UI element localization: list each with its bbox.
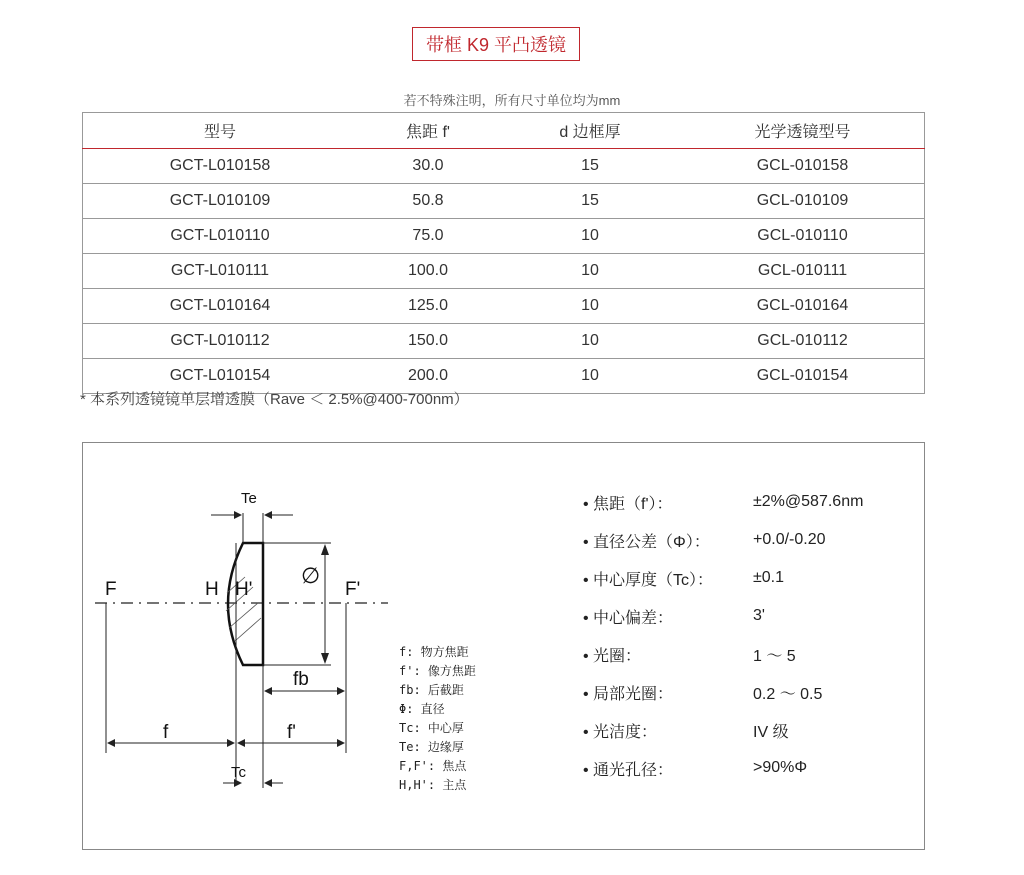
property-label: • 中心偏差： — [583, 609, 674, 627]
tc-label: Tc — [231, 764, 246, 781]
cell-frame-thickness: 10 — [499, 254, 681, 289]
property-value: 0.2 ～ 0.5 — [753, 685, 823, 703]
coating-footnote: * 本系列透镜镜单层增透膜（Rave ＜ 2.5%@400-700nm） — [80, 391, 469, 408]
property-label: • 光圈： — [583, 647, 642, 665]
cell-focal-length: 100.0 — [357, 254, 499, 289]
property-label: • 焦距（f'）： — [583, 495, 673, 513]
table-row — [83, 289, 925, 324]
legend-item: Te: 边缘厚 — [399, 740, 464, 754]
cell-model: GCT-L010154 — [83, 359, 358, 394]
table-row — [83, 254, 925, 289]
specs-table — [82, 112, 925, 394]
f-prime-dimension-label: f' — [287, 722, 296, 743]
lens-diagram — [83, 443, 563, 843]
cell-lens-model: GCL-010154 — [681, 359, 925, 394]
focus-f-prime-label: F' — [345, 579, 361, 600]
page-title-text: 带框 K9 平凸透镜 — [425, 35, 567, 55]
table-header-row — [83, 113, 925, 149]
cell-frame-thickness: 10 — [499, 324, 681, 359]
legend-item: H,H': 主点 — [399, 778, 467, 792]
table-row — [83, 184, 925, 219]
legend-item: f: 物方焦距 — [399, 645, 469, 659]
fb-label: fb — [293, 669, 309, 690]
cell-frame-thickness: 15 — [499, 184, 681, 219]
cell-frame-thickness: 10 — [499, 289, 681, 324]
lens-outline — [228, 543, 263, 665]
property-row — [583, 635, 863, 673]
property-value: 1 ～ 5 — [753, 647, 796, 665]
header-lens-model: 光学透镜型号 — [681, 113, 925, 149]
property-row — [583, 483, 863, 521]
cell-model: GCT-L010164 — [83, 289, 358, 324]
cell-focal-length: 125.0 — [357, 289, 499, 324]
legend-item: f': 像方焦距 — [399, 664, 476, 678]
property-label: • 直径公差（Φ）： — [583, 533, 710, 551]
cell-model: GCT-L010111 — [83, 254, 358, 289]
cell-model: GCT-L010109 — [83, 184, 358, 219]
property-row — [583, 521, 863, 559]
legend-item: Tc: 中心厚 — [399, 721, 464, 735]
header-model: 型号 — [83, 113, 358, 149]
property-row — [583, 749, 863, 787]
cell-lens-model: GCL-010109 — [681, 184, 925, 219]
header-frame-thickness: d 边框厚 — [499, 113, 681, 149]
cell-lens-model: GCL-010111 — [681, 254, 925, 289]
property-row — [583, 597, 863, 635]
f-dimension-label: f — [163, 722, 169, 743]
cell-frame-thickness: 15 — [499, 149, 681, 184]
principal-h-label: H — [205, 579, 219, 600]
te-label: Te — [241, 490, 257, 507]
cell-model: GCT-L010110 — [83, 219, 358, 254]
properties-list — [583, 483, 863, 787]
legend-item: Φ: 直径 — [399, 702, 445, 716]
table-row — [83, 149, 925, 184]
cell-focal-length: 200.0 — [357, 359, 499, 394]
property-row — [583, 673, 863, 711]
property-value: >90%Φ — [753, 759, 808, 776]
lens-diagram-panel — [82, 442, 925, 850]
property-value: 3' — [753, 607, 765, 624]
cell-model: GCT-L010158 — [83, 149, 358, 184]
property-label: • 中心厚度（Tc）： — [583, 571, 714, 589]
cell-focal-length: 150.0 — [357, 324, 499, 359]
property-label: • 通光孔径： — [583, 761, 674, 779]
table-row — [83, 324, 925, 359]
table-row — [83, 219, 925, 254]
symbol-legend — [399, 643, 476, 795]
header-focal-length: 焦距 f' — [357, 113, 499, 149]
property-value: ±2%@587.6nm — [753, 493, 864, 510]
cell-lens-model: GCL-010112 — [681, 324, 925, 359]
cell-lens-model: GCL-010158 — [681, 149, 925, 184]
diameter-label: ∅ — [301, 563, 321, 588]
cell-focal-length: 75.0 — [357, 219, 499, 254]
property-label: • 局部光圈： — [583, 685, 674, 703]
legend-item: F,F': 焦点 — [399, 759, 467, 773]
cell-lens-model: GCL-010164 — [681, 289, 925, 324]
cell-lens-model: GCL-010110 — [681, 219, 925, 254]
cell-frame-thickness: 10 — [499, 359, 681, 394]
property-label: • 光洁度： — [583, 723, 658, 741]
principal-h-prime-label: H' — [235, 579, 253, 600]
cell-model: GCT-L010112 — [83, 324, 358, 359]
cell-focal-length: 50.8 — [357, 184, 499, 219]
unit-note: 若不特殊注明，所有尺寸单位均为mm — [403, 93, 621, 108]
property-row — [583, 711, 863, 749]
legend-item: fb: 后截距 — [399, 683, 464, 697]
property-row — [583, 559, 863, 597]
cell-focal-length: 30.0 — [357, 149, 499, 184]
page-title — [412, 27, 580, 61]
property-value: ±0.1 — [753, 569, 785, 586]
cell-frame-thickness: 10 — [499, 219, 681, 254]
property-value: IV 级 — [753, 723, 789, 741]
focus-f-label: F — [105, 579, 117, 600]
property-value: +0.0/-0.20 — [753, 531, 826, 548]
